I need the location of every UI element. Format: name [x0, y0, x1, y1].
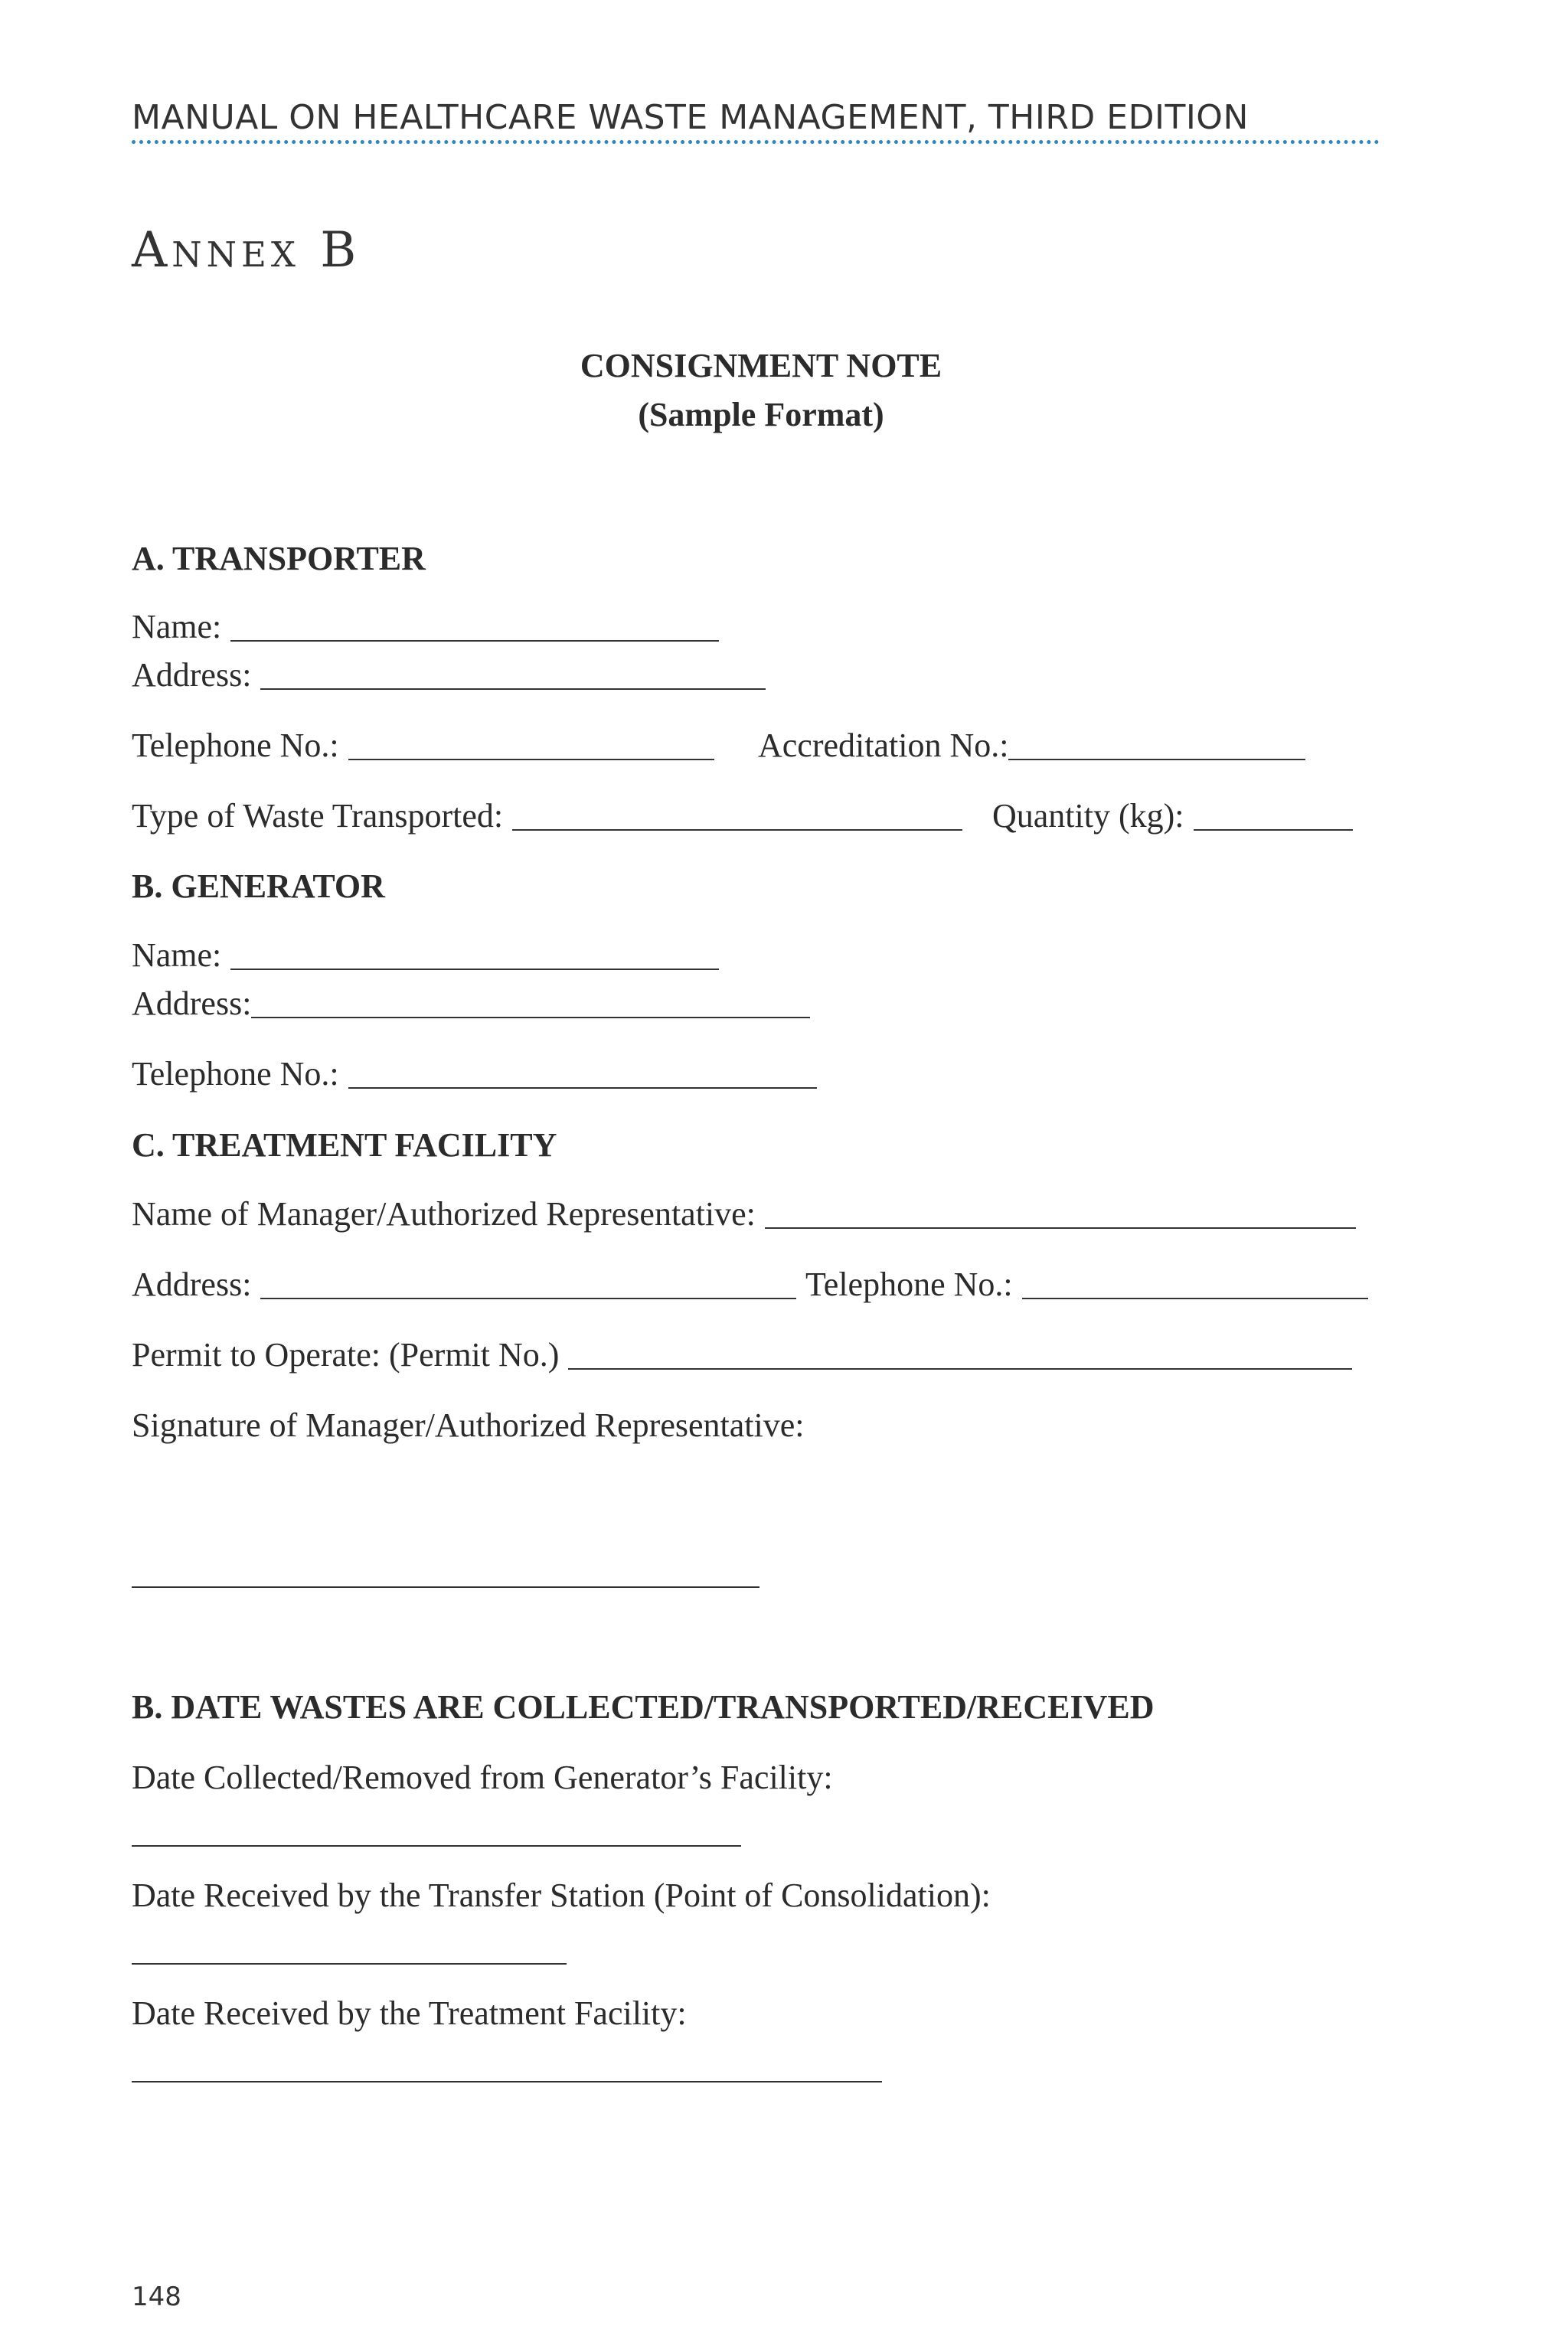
generator-address-row	[132, 984, 810, 1023]
dates-transfer-field[interactable]	[132, 1963, 567, 1965]
treatment-address-field[interactable]	[260, 1272, 796, 1299]
transporter-name-row	[132, 607, 719, 646]
dates-transfer-row	[132, 1876, 991, 1915]
treatment-telephone-row	[805, 1265, 1368, 1304]
treatment-permit-label: Permit to Operate: (Permit No.)	[132, 1336, 560, 1374]
running-head: MANUAL ON HEALTHCARE WASTE MANAGEMENT, THIRD EDITION	[132, 98, 1249, 137]
generator-name-field[interactable]	[230, 942, 719, 970]
treatment-telephone-field[interactable]	[1022, 1272, 1368, 1299]
generator-name-label: Name:	[132, 936, 222, 974]
generator-telephone-row	[132, 1054, 817, 1093]
treatment-permit-field[interactable]	[568, 1342, 1352, 1370]
transporter-telephone-row	[132, 726, 714, 765]
transporter-telephone-field[interactable]	[348, 733, 714, 760]
transporter-name-field[interactable]	[230, 614, 719, 642]
transporter-waste-type-field[interactable]	[512, 803, 962, 831]
treatment-manager-label: Name of Manager/Authorized Representative:	[132, 1195, 756, 1233]
transporter-name-label: Name:	[132, 608, 222, 645]
annex-label: Annex B	[132, 222, 361, 279]
page-number: 148	[132, 2282, 181, 2312]
transporter-accreditation-row	[758, 726, 1305, 765]
treatment-address-label: Address:	[132, 1266, 252, 1303]
transporter-telephone-label: Telephone No.:	[132, 727, 339, 764]
treatment-address-row	[132, 1265, 796, 1304]
header-dotted-rule	[132, 140, 1380, 144]
generator-address-field[interactable]	[251, 991, 810, 1018]
transporter-waste-type-label: Type of Waste Transported:	[132, 797, 504, 835]
transporter-quantity-field[interactable]	[1194, 803, 1353, 831]
dates-collected-row	[132, 1758, 833, 1797]
treatment-permit-row	[132, 1335, 1352, 1374]
section-treatment-heading: C. TREATMENT FACILITY	[132, 1126, 557, 1164]
transporter-address-label: Address:	[132, 656, 252, 694]
transporter-accreditation-field[interactable]	[1008, 733, 1305, 760]
treatment-manager-row	[132, 1194, 1356, 1233]
section-transporter-heading: A. TRANSPORTER	[132, 540, 426, 577]
transporter-address-field[interactable]	[260, 662, 766, 690]
document-subtitle: (Sample Format)	[638, 396, 884, 433]
transporter-address-row	[132, 655, 766, 694]
dates-collected-field[interactable]	[132, 1845, 741, 1847]
treatment-signature-line[interactable]	[132, 1586, 760, 1588]
generator-address-label: Address:	[132, 985, 252, 1022]
transporter-quantity-row	[992, 796, 1353, 835]
section-dates-heading: B. DATE WASTES ARE COLLECTED/TRANSPORTED/RECEIVED	[132, 1688, 1155, 1726]
treatment-telephone-label: Telephone No.:	[805, 1266, 1013, 1303]
transporter-quantity-label: Quantity (kg):	[992, 797, 1184, 835]
section-generator-heading: B. GENERATOR	[132, 867, 385, 905]
dates-treatment-label: Date Received by the Treatment Facility:	[132, 1994, 687, 2032]
dates-transfer-label: Date Received by the Transfer Station (Point of Consolidation):	[132, 1877, 991, 1914]
transporter-waste-type-row	[132, 796, 962, 835]
dates-treatment-row	[132, 1994, 687, 2033]
dates-collected-label: Date Collected/Removed from Generator’s Facility:	[132, 1759, 833, 1796]
generator-telephone-label: Telephone No.:	[132, 1055, 339, 1093]
treatment-signature-row	[132, 1406, 804, 1445]
dates-treatment-field[interactable]	[132, 2081, 882, 2082]
treatment-manager-field[interactable]	[765, 1201, 1356, 1229]
generator-name-row	[132, 936, 719, 975]
transporter-accreditation-label: Accreditation No.:	[758, 727, 1009, 764]
generator-telephone-field[interactable]	[348, 1061, 817, 1089]
document-title: CONSIGNMENT NOTE	[580, 347, 942, 384]
treatment-signature-label: Signature of Manager/Authorized Representative:	[132, 1406, 805, 1444]
